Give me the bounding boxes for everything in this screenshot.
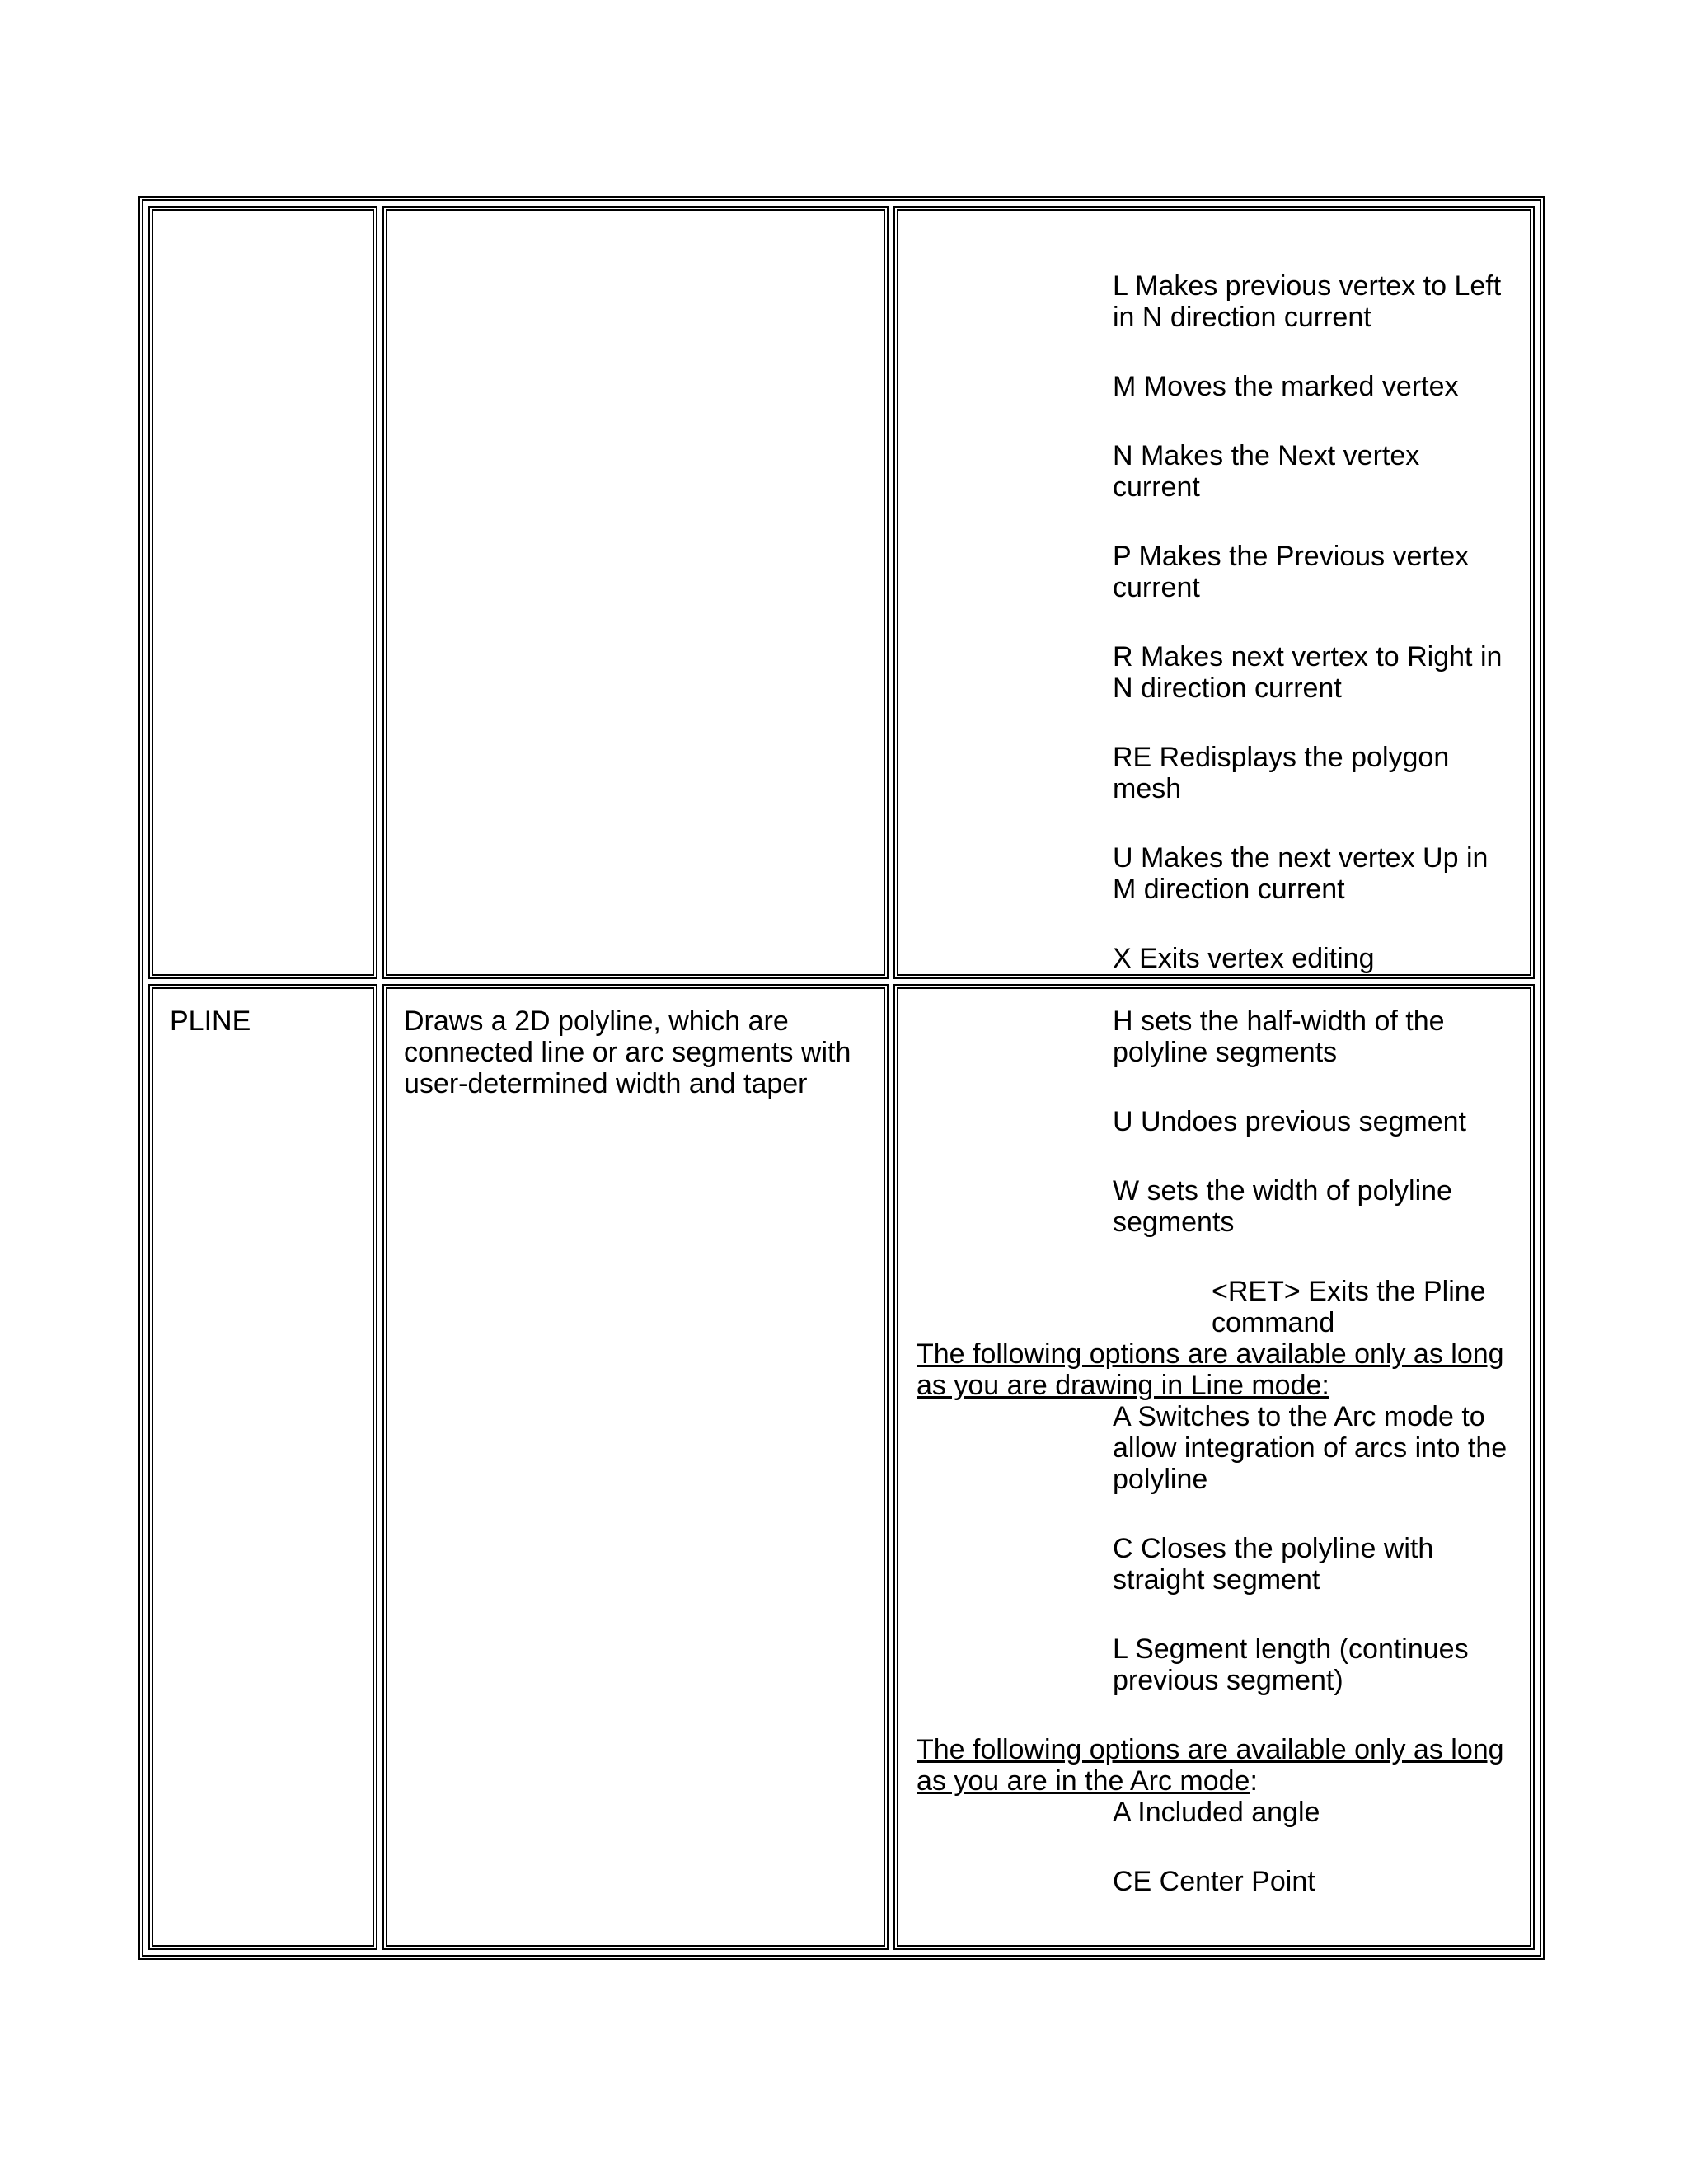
list-item: P Makes the Previous vertex current — [1113, 541, 1470, 603]
arc-mode-note — [917, 1734, 1513, 1797]
command-description: Draws a 2D polyline, which are connected line or arc segments with user-determined width and taper — [404, 1005, 851, 1099]
list-item: A Switches to the Arc mode to allow integration of arcs into the polyline — [1113, 1401, 1507, 1495]
description-cell — [382, 984, 889, 1950]
list-item: M Moves the marked vertex — [1113, 371, 1459, 402]
command-name: PLINE — [170, 1005, 251, 1037]
line-mode-note — [917, 1338, 1513, 1401]
command-table — [138, 196, 1545, 1960]
list-item: C Closes the polyline with straight segment — [1113, 1533, 1434, 1596]
options-list — [898, 211, 1530, 974]
command-cell — [148, 206, 377, 979]
list-item: RE Redisplays the polygon mesh — [1113, 742, 1450, 804]
command-cell — [148, 984, 377, 1950]
list-item: X Exits vertex editing — [1113, 943, 1375, 974]
arc-mode-note-colon: : — [1250, 1765, 1258, 1797]
options-list — [898, 989, 1530, 1897]
table-row — [148, 206, 1535, 979]
arc-mode-note-text: The following options are available only as long as you are in the Arc mode — [917, 1734, 1504, 1797]
list-item: L Makes previous vertex to Left in N direction current — [1113, 270, 1502, 333]
list-item: CE Center Point — [1113, 1866, 1315, 1897]
list-item: A Included angle — [1113, 1797, 1320, 1828]
list-item: U Undoes previous segment — [1113, 1106, 1467, 1137]
table-row — [148, 984, 1535, 1950]
options-cell — [893, 984, 1535, 1950]
list-item: L Segment length (continues previous segment) — [1113, 1633, 1469, 1696]
command-name — [153, 211, 373, 227]
command-description — [387, 211, 884, 227]
line-mode-note-text: The following options are available only as long as you are drawing in Line mode: — [917, 1338, 1504, 1401]
options-cell — [893, 206, 1535, 979]
description-cell — [382, 206, 889, 979]
list-item: N Makes the Next vertex current — [1113, 440, 1420, 503]
list-item: H sets the half-width of the polyline segments — [1113, 1005, 1445, 1068]
list-item: U Makes the next vertex Up in M direction current — [1113, 842, 1489, 905]
list-item: <RET> Exits the Pline command — [1212, 1276, 1486, 1338]
list-item: R Makes next vertex to Right in N direction current — [1113, 641, 1503, 704]
list-item: W sets the width of polyline segments — [1113, 1175, 1452, 1238]
